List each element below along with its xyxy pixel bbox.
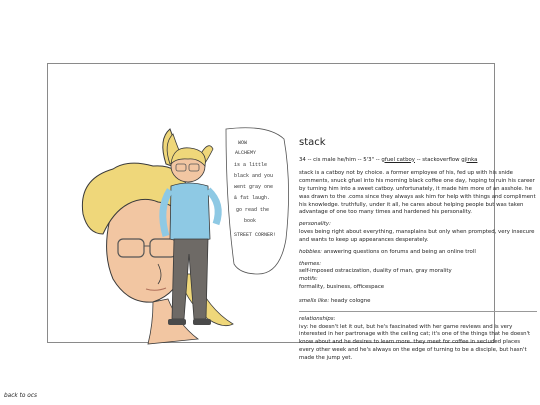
character-name: stack xyxy=(299,137,326,148)
speech-line: black and you xyxy=(234,173,274,179)
back-to-ocs-link[interactable]: back to ocs xyxy=(4,393,38,399)
relationships-text: ivy: he doesn't let it out, but he's fascinated with her game reviews and is very interested in her partronage with the ceiling cat; it's one of the things that he doesn't know about and he desires to learn more. they meet for coffee in secluded places every other week and he's always on the edge of turning to be a disciple, but hasn't made the jump yet. xyxy=(299,323,531,361)
speech-line: book xyxy=(244,218,257,224)
relationships-section xyxy=(299,316,537,363)
speech-line: is a little xyxy=(234,162,268,168)
speech-line: STREET CORNER! xyxy=(234,232,277,238)
character-stats xyxy=(299,157,537,165)
speech-bubble xyxy=(226,128,289,274)
personality-text: loves being right about everything, mansplains but only when prompted, very insecure and wants to keep up appearances desperately. xyxy=(299,229,535,243)
hobbies-section xyxy=(299,249,537,257)
character-artwork xyxy=(58,124,293,346)
gfuel-catboy-link[interactable]: gfuel catboy xyxy=(381,156,415,163)
speech-line: go read the xyxy=(236,207,270,213)
smells-section xyxy=(299,298,537,306)
stats-prefix: 34 -- cis male he/him -- 5'3" -- xyxy=(299,156,382,163)
profile-text xyxy=(299,136,537,363)
personality-label: personality: xyxy=(299,221,331,228)
smells-label: smells like: xyxy=(299,297,330,304)
gjinka-link[interactable]: gjinka xyxy=(461,156,478,163)
themes-text: self-imposed ostracization, duality of man, gray morality xyxy=(299,268,452,275)
speech-line: ALCHEMY xyxy=(235,150,257,156)
personality-section xyxy=(299,221,537,244)
profile-card xyxy=(47,63,536,361)
smells-text: heady cologne xyxy=(330,297,371,304)
hobbies-text: answering questions on forums and being an online troll xyxy=(323,248,476,255)
relationships-label: relationships: xyxy=(299,315,336,322)
motifs-label: motifs: xyxy=(299,276,318,283)
bio: stack is a catboy not by choice. a former employee of his, fed up with his snide comments, snuck gfuel into his morning black coffee one day, hoping to ruin his career by turning him into a sweet catboy. unfortunately, it made him more of an asshole. he was drawn to the .coms since they always ask him for help with things and compliment his knowledge. truthfully, under it all, he cares about helping people but was taken advantage of one too many times and hardened his personality. xyxy=(299,170,536,216)
speech-line: & fat laugh. xyxy=(234,195,271,201)
themes-section xyxy=(299,261,537,292)
speech-line: WOW xyxy=(238,140,248,146)
motifs-text: formality, business, officespace xyxy=(299,284,385,291)
section-divider xyxy=(299,311,537,312)
stats-mid: -- stackoverflow xyxy=(414,156,462,163)
hobbies-label: hobbies: xyxy=(299,248,322,255)
speech-line: went gray one xyxy=(234,184,274,190)
themes-label: themes: xyxy=(299,260,322,267)
